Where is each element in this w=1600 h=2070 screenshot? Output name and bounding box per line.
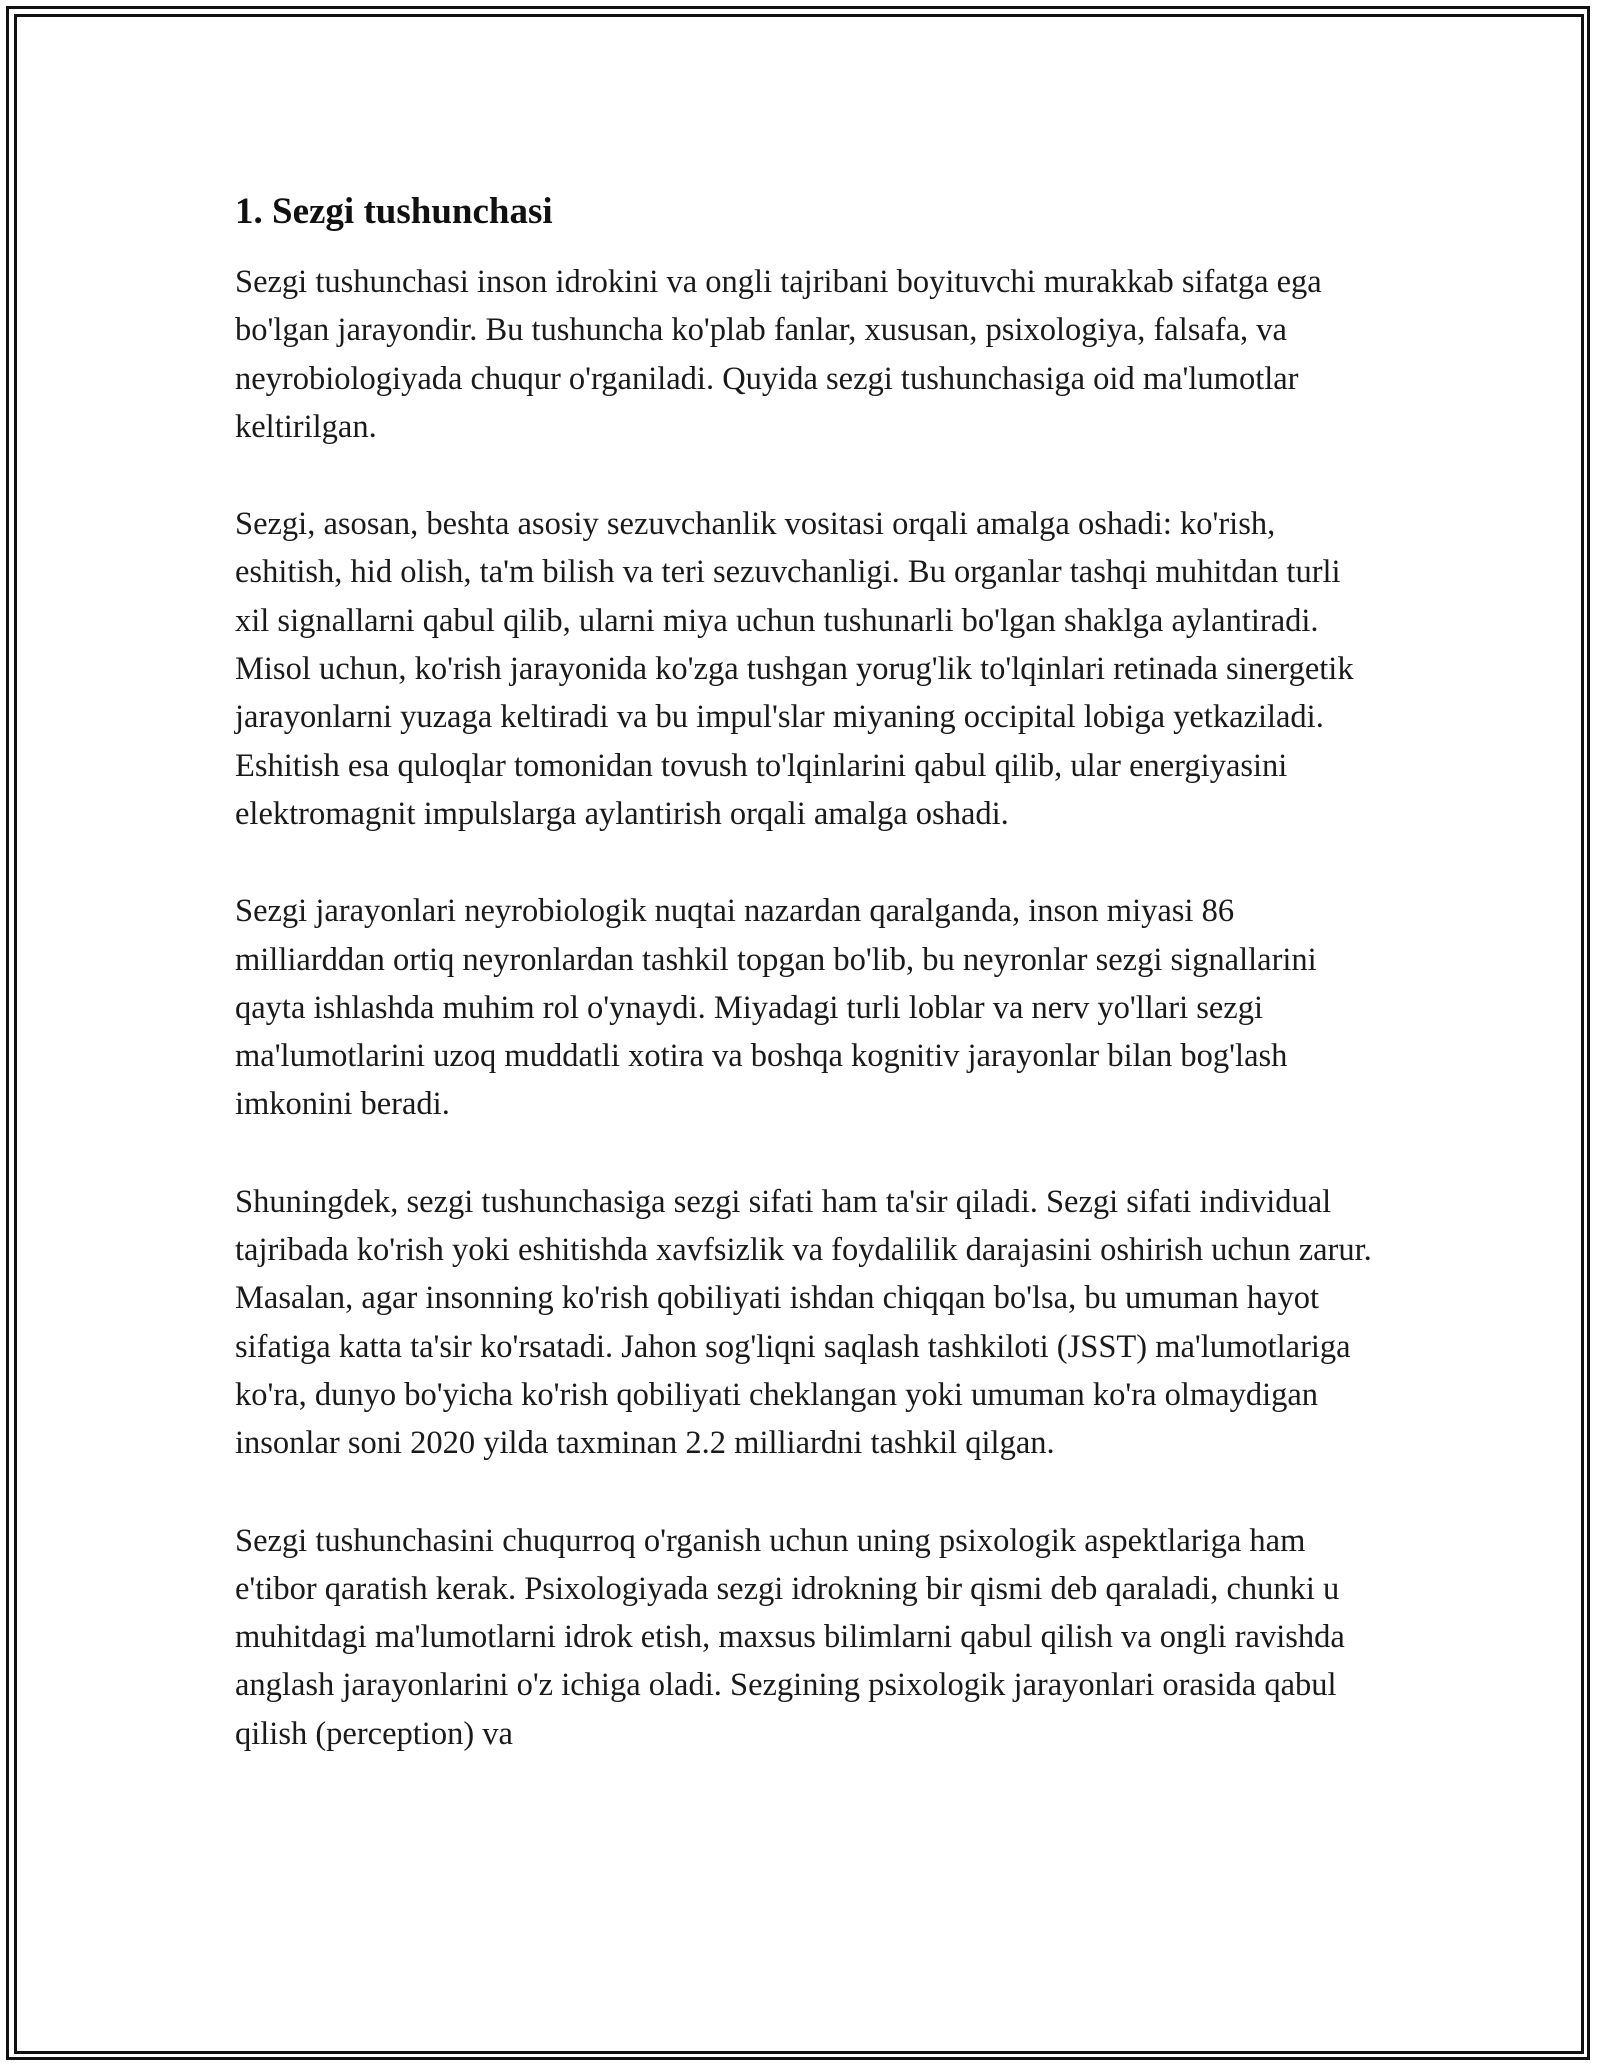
document-body xyxy=(235,188,1375,1807)
section-heading: 1. Sezgi tushunchasi xyxy=(235,191,553,232)
paragraph-1: Sezgi tushunchasi inson idrokini va ongli tajribani boyituvchi murakkab sifatga ega bo'lgan jarayondir. Bu tushuncha ko'plab fanlar, xususan, psixologiya, falsafa, va neyrobiologiyada chuqur o'rganiladi. Quyida sezgi tushunchasiga oid ma'lumotlar keltirilgan. xyxy=(235,264,1322,445)
paragraph-3: Sezgi jarayonlari neyrobiologik nuqtai nazardan qaralganda, inson miyasi 86 milliarddan ortiq neyronlardan tashkil topgan bo'lib, bu neyronlar sezgi signallarini qayta ishlashda muhim rol o'ynaydi. Miyadagi turli loblar va nerv yo'llari sezgi ma'lumotlarini uzoq muddatli xotira va boshqa kognitiv jarayonlar bilan bog'lash imkonini beradi. xyxy=(235,893,1317,1123)
paragraph-2: Sezgi, asosan, beshta asosiy sezuvchanlik vositasi orqali amalga oshadi: ko'rish, eshitish, hid olish, ta'm bilish va teri sezuvchanligi. Bu organlar tashqi muhitdan turli xil signallarni qabul qilib, ularni miya uchun tushunarli bo'lgan shaklga aylantiradi. Misol uchun, ko'rish jarayonida ko'zga tushgan yorug'lik to'lqinlari retinada sinergetik jarayonlarni yuzaga keltiradi va bu impul'slar miyaning occipital lobiga yetkaziladi. Eshitish esa quloqlar tomonidan tovush to'lqinlarini qabul qilib, ular energiyasini elektromagnit impulslarga aylantirish orqali amalga oshadi. xyxy=(235,506,1354,832)
paragraph-4: Shuningdek, sezgi tushunchasiga sezgi sifati ham ta'sir qiladi. Sezgi sifati individual tajribada ko'rish yoki eshitishda xavfsizlik va foydalilik darajasini oshirish uchun zarur. Masalan, agar insonning ko'rish qobiliyati ishdan chiqqan bo'lsa, bu umuman hayot sifatiga katta ta'sir ko'rsatadi. Jahon sog'liqni saqlash tashkiloti (JSST) ma'lumotlariga ko'ra, dunyo bo'yicha ko'rish qobiliyati cheklangan yoki umuman ko'ra olmaydigan insonlar soni 2020 yilda taxminan 2.2 milliardni tashkil qilgan. xyxy=(235,1183,1372,1462)
paragraph-5: Sezgi tushunchasini chuqurroq o'rganish uchun uning psixologik aspektlariga ham e'tibor qaratish kerak. Psixologiyada sezgi idrokning bir qismi deb qaraladi, chunki u muhitdagi ma'lumotlarni idrok etish, maxsus bilimlarni qabul qilish va ongli ravishda anglash jarayonlarini o'z ichiga oladi. Sezgining psixologik jarayonlari orasida qabul qilish (perception) va xyxy=(235,1522,1345,1752)
